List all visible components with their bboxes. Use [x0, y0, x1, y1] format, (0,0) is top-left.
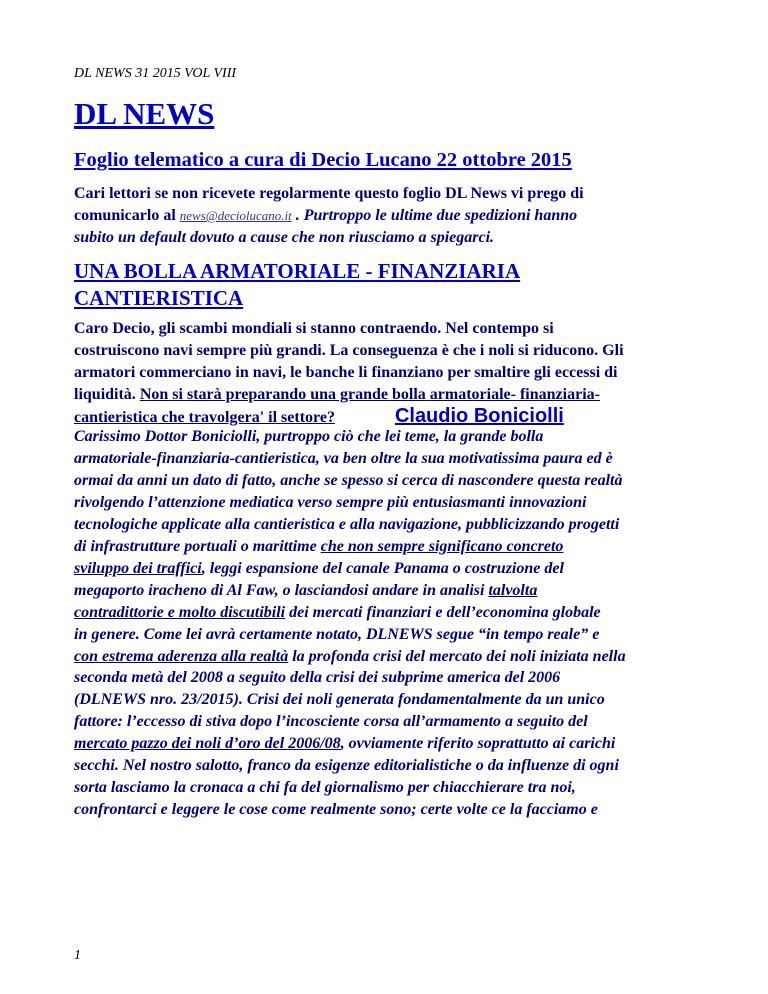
reply-text: , ovviamente riferito soprattutto ai carichi	[340, 735, 616, 753]
reply-line: sorta lasciamo la cronaca a chi fa del giornalismo per chiacchierare tra noi,	[74, 779, 576, 797]
reader-letter	[74, 318, 714, 429]
letter-line: costruiscono navi sempre più grandi. La conseguenza è che i noli si riducono. Gli	[74, 341, 624, 359]
issue-header: DL NEWS 31 2015 VOL VIII	[74, 66, 237, 81]
intro-text: . Purtroppo le ultime due spedizioni hanno	[291, 207, 578, 224]
newsletter-subtitle: Foglio telematico a cura di Decio Lucano 22 ottobre 2015	[74, 149, 572, 171]
newsletter-title: DL NEWS	[74, 96, 215, 131]
intro-text: comunicarlo al	[74, 207, 180, 224]
reply-underlined: sviluppo dei traffici	[74, 559, 202, 577]
reply-line	[74, 580, 714, 602]
email-link[interactable]: news@deciolucano.it	[179, 208, 292, 223]
reply-underlined: con estrema aderenza alla realtà	[74, 647, 289, 665]
editor-reply	[74, 426, 714, 821]
reply-line: seconda metà del 2008 a seguito della crisi dei subprime america del 2006	[74, 669, 561, 687]
reply-line: fattore: l’eccesso di stiva dopo l’incosciente corsa all’armamento a seguito del	[74, 713, 588, 731]
reply-line: rivolgendo l’attenzione mediatica verso sempre più entusiasmanti innovazioni	[74, 493, 587, 511]
letter-line: Caro Decio, gli scambi mondiali si stanno contraendo. Nel contempo si	[74, 320, 554, 337]
reply-underlined: contradittorie e molto discutibili	[74, 603, 286, 621]
section-heading-line: UNA BOLLA ARMATORIALE - FINANZIARIA	[74, 259, 521, 283]
reply-line: secchi. Nel nostro salotto, franco da esigenze editorialistiche o da influenze di ogni	[74, 757, 619, 775]
reply-line: armatoriale-finanziaria-cantieristica, va ben oltre la sua motivatissima paura ed è	[74, 449, 613, 467]
reply-underlined: talvolta	[488, 581, 538, 599]
intro-line: subito un default dovuto a cause che non riusciamo a spiegarci.	[74, 229, 495, 246]
reply-line: Carissimo Dottor Boniciolli, purtroppo ciò che lei teme, la grande bolla	[74, 428, 544, 445]
reply-line	[74, 602, 714, 624]
letter-line: armatori commerciano in navi, le banche li finanziano per smaltire gli eccessi di	[74, 363, 618, 381]
page-number: 1	[74, 948, 81, 963]
reply-text: , leggi espansione del canale Panama o costruzione del	[201, 559, 564, 577]
reply-line	[74, 646, 714, 668]
reply-line	[74, 733, 714, 755]
reply-line: confrontarci e leggere le cose come realmente sono; certe volte ce la facciamo e	[74, 801, 598, 819]
intro-line: Cari lettori se non ricevete regolarmente questo foglio DL News vi prego di	[74, 185, 584, 202]
reply-text: di infrastrutture portuali o marittime	[74, 537, 321, 555]
letter-text: liquidità.	[74, 385, 140, 403]
reply-underlined: mercato pazzo dei noli d’oro del 2006/08	[74, 735, 341, 753]
letter-question: Non si starà preparando una grande bolla armatoriale- finanziaria-	[139, 385, 600, 403]
section-heading	[74, 258, 594, 312]
reply-line: (DLNEWS nro. 23/2015). Crisi dei noli generata fondamentalmente da un unico	[74, 691, 605, 709]
intro-paragraph	[74, 183, 714, 249]
reply-underlined: che non sempre significano concreto	[320, 537, 564, 555]
letter-line	[74, 384, 714, 406]
reply-line: in genere. Come lei avrà certamente notato, DLNEWS segue “in tempo reale” e	[74, 625, 600, 643]
reply-line	[74, 536, 714, 558]
letter-question: cantieristica che travolgera' il settore?	[74, 408, 335, 426]
reply-text: la profonda crisi del mercato dei noli iniziata nella	[288, 647, 626, 665]
reply-line: tecnologiche applicate alla cantieristica e alla navigazione, pubblicizzando progetti	[74, 515, 620, 533]
reply-text: megaporto iracheno di Al Faw, o lasciandosi andare in analisi	[74, 581, 489, 599]
section-heading-line: CANTIERISTICA	[74, 286, 244, 310]
reply-text: dei mercati finanziari e dell’economina globale	[285, 603, 601, 621]
letter-signature: Claudio Boniciolli	[394, 404, 564, 427]
reply-line	[74, 558, 714, 580]
reply-line: ormai da anni un dato di fatto, anche se spesso si cerca di nascondere questa realtà	[74, 471, 623, 489]
intro-line	[74, 205, 714, 227]
